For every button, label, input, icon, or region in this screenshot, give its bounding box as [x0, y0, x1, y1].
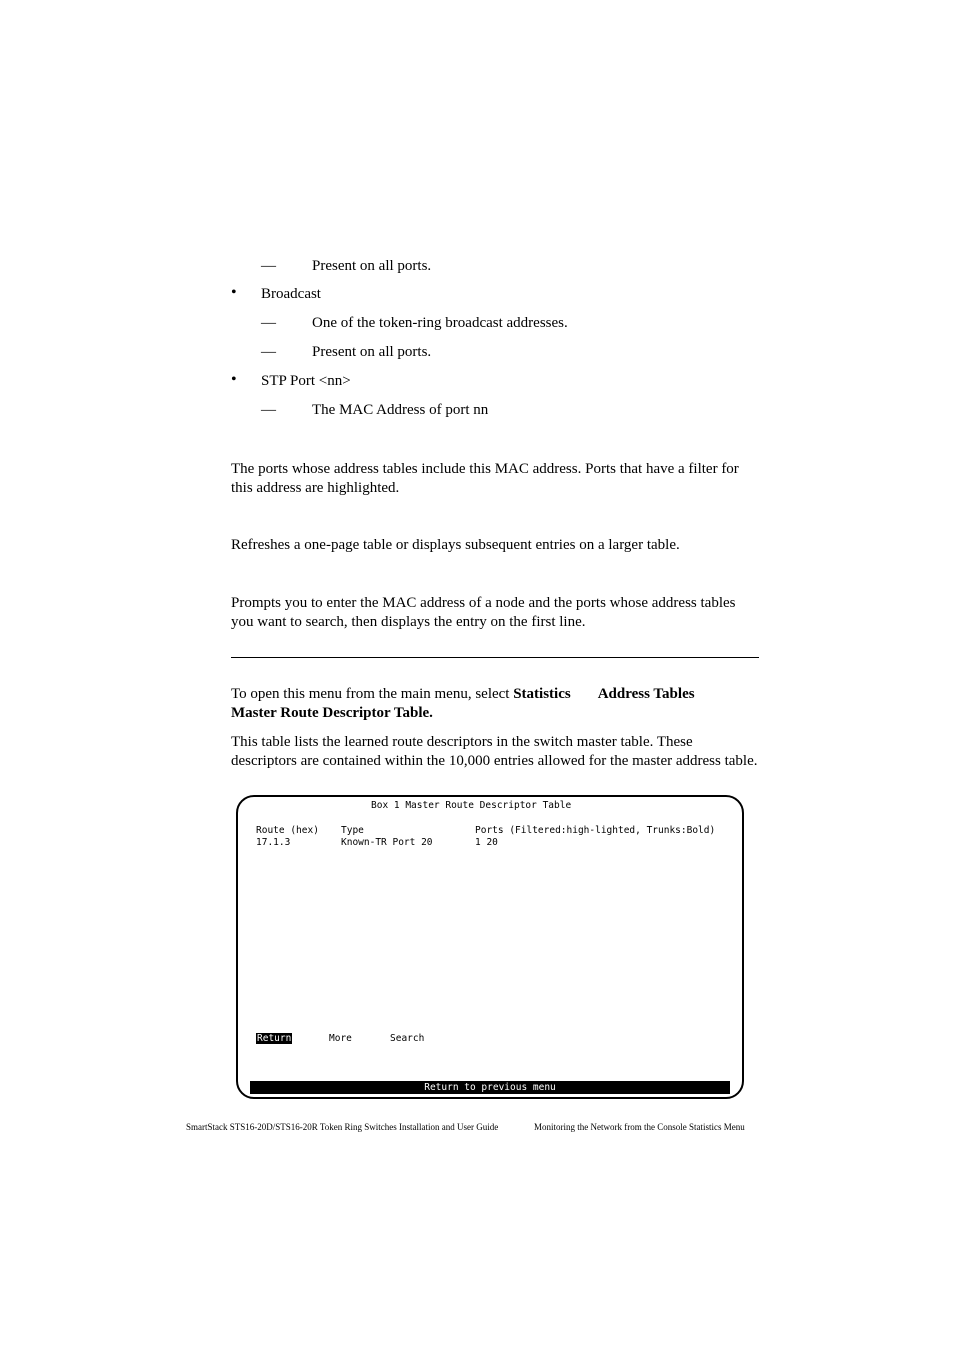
list-item-label: STP Port <nn> [261, 373, 351, 389]
footer-right: Monitoring the Network from the Console Statistics Menu [534, 1122, 745, 1132]
row-ports: 1 20 [475, 837, 498, 848]
section-divider [231, 657, 759, 658]
list-subitem: Present on all ports. [312, 344, 432, 360]
menu-path-address-tables: Address Tables [597, 686, 695, 702]
header-ports: Ports (Filtered:high-lighted, Trunks:Bold) [475, 825, 716, 836]
list-item-label: Broadcast [261, 286, 321, 302]
list-dash: — [261, 258, 276, 274]
open-menu-instructions [231, 685, 761, 723]
ports-description: The ports whose address tables include this MAC address. Ports that have a filter for this address are highlighted. [231, 461, 739, 496]
list-dash: — [261, 315, 276, 331]
search-description: Prompts you to enter the MAC address of a node and the ports whose address tables you want to search, then displays the entry on the first line. [231, 595, 736, 630]
header-type: Type [341, 825, 364, 836]
row-route: 17.1.3 [256, 837, 291, 848]
table-intro: This table lists the learned route descriptors in the switch master table. These descriptors are contained within the 10,000 entries allowed for the master address table. [231, 734, 758, 769]
menu-path-master-route: Master Route Descriptor Table. [231, 705, 433, 721]
return-menu-item[interactable]: Return [257, 1033, 292, 1044]
list-subitem: Present on all ports. [312, 258, 432, 274]
more-menu-item[interactable]: More [329, 1033, 352, 1044]
header-route: Route (hex) [256, 825, 319, 836]
list-dash: — [261, 402, 276, 418]
list-bullet: • [231, 371, 237, 388]
list-subitem: One of the token-ring broadcast addresses. [312, 315, 568, 331]
list-bullet: • [231, 284, 237, 301]
search-menu-item[interactable]: Search [390, 1033, 425, 1044]
menu-path-statistics: Statistics [513, 686, 571, 702]
list-dash: — [261, 344, 276, 360]
console-title: Box 1 Master Route Descriptor Table [371, 800, 572, 811]
footer-left: SmartStack STS16-20D/STS16-20R Token Ring Switches Installation and User Guide [186, 1122, 499, 1132]
status-bar: Return to previous menu [250, 1081, 730, 1094]
more-description: Refreshes a one-page table or displays subsequent entries on a larger table. [231, 537, 680, 553]
row-type: Known-TR Port 20 [341, 837, 433, 848]
console-screen [236, 795, 744, 1099]
open-prefix: To open this menu from the main menu, select [231, 686, 514, 702]
list-subitem: The MAC Address of port nn [312, 402, 489, 418]
